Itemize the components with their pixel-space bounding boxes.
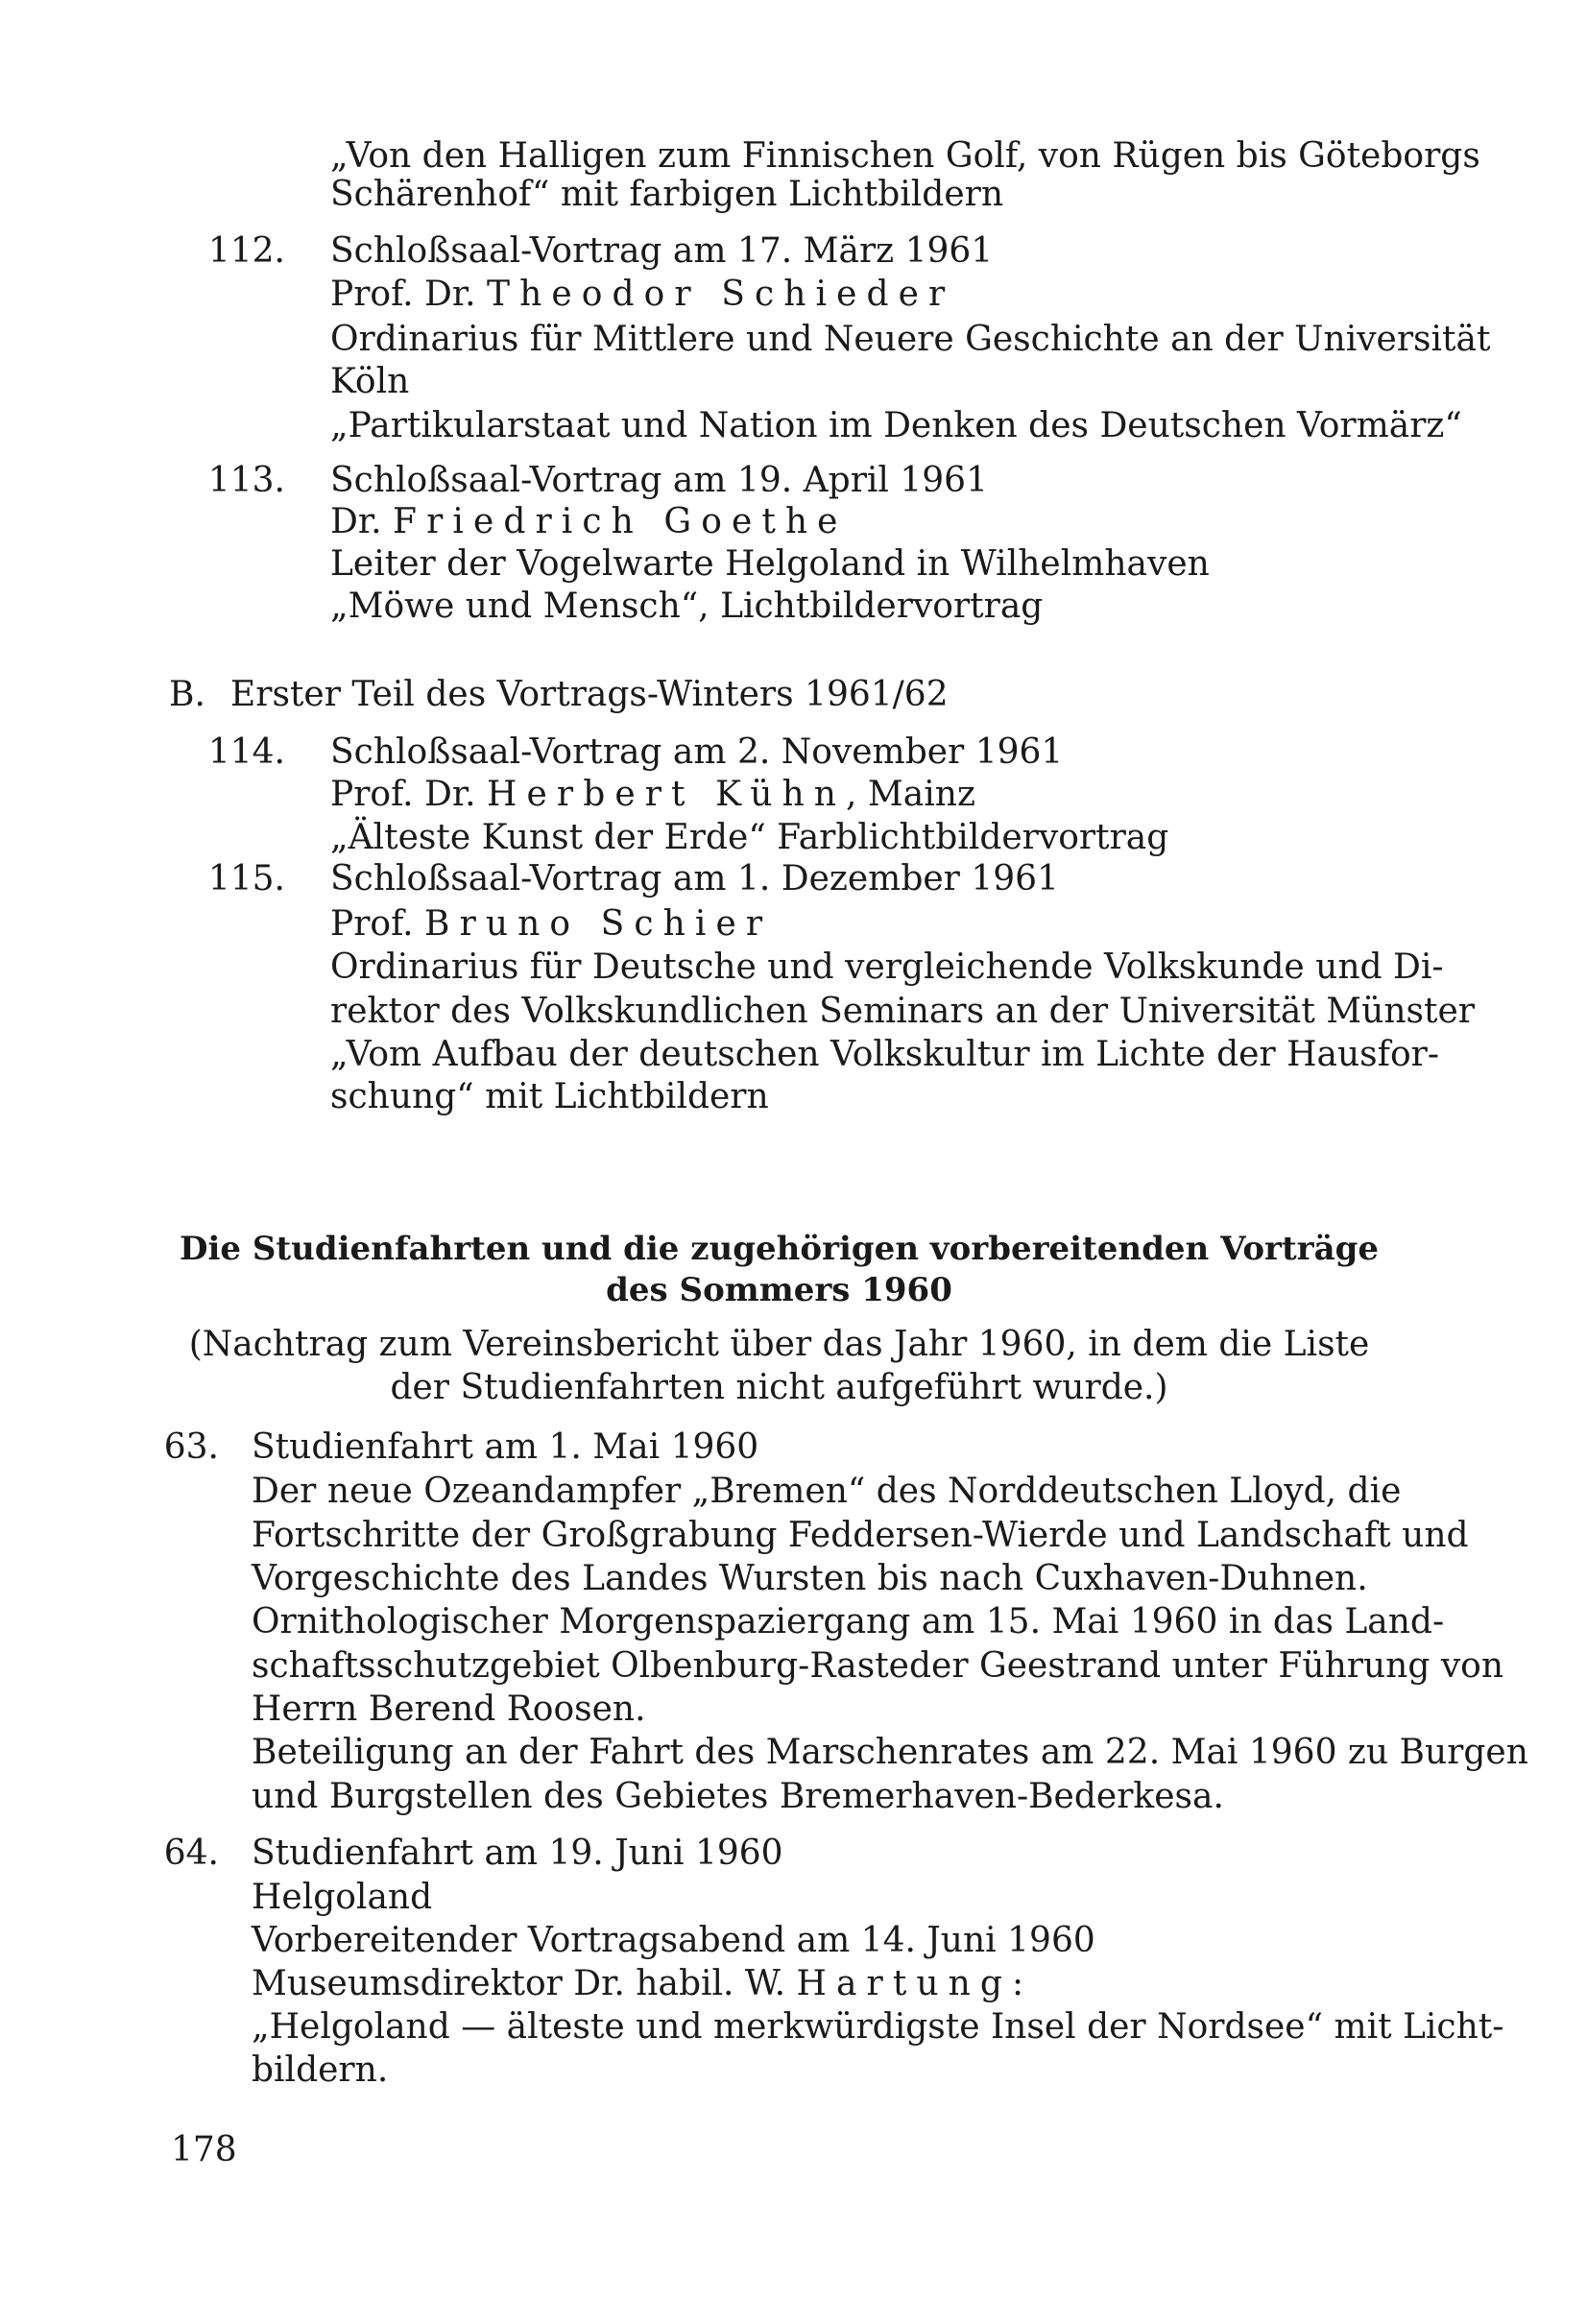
entry-number: 115. bbox=[207, 859, 285, 898]
entry-heading: Schloßsaal-Vortrag am 2. November 1961 bbox=[330, 732, 1064, 772]
note-line: (Nachtrag zum Vereinsbericht über das Jahr 1960, in dem die Liste bbox=[188, 1325, 1370, 1364]
speaker-suffix: , Mainz bbox=[846, 775, 975, 814]
text-line: Ordinarius für Mittlere und Neuere Geschichte an der Universität bbox=[330, 320, 1491, 359]
text-line: „Älteste Kunst der Erde“ Farblichtbildervortrag bbox=[330, 818, 1169, 857]
speaker-line bbox=[252, 1964, 1024, 2003]
text-line: Ornithologischer Morgenspaziergang am 15. Mai 1960 in das Land- bbox=[252, 1602, 1445, 1641]
speaker-line bbox=[330, 277, 954, 312]
speaker-prefix: Prof. bbox=[330, 904, 414, 944]
text-line: Der neue Ozeandampfer „Bremen“ des Norddeutschen Lloyd, die bbox=[252, 1472, 1402, 1511]
speaker-prefix: Museumsdirektor Dr. habil. W. bbox=[252, 1964, 786, 2003]
entry-number: 114. bbox=[207, 732, 285, 772]
section-title: Erster Teil des Vortrags-Winters 1961/62 bbox=[230, 675, 949, 714]
text-line: schaftsschutzgebiet Olbenburg-Rasteder Geestrand unter Führung von bbox=[252, 1646, 1504, 1686]
text-line: Ordinarius für Deutsche und vergleichende Volkskunde und Di- bbox=[330, 947, 1444, 987]
text-line: „Vom Aufbau der deutschen Volkskultur im Lichte der Hausfor- bbox=[330, 1035, 1439, 1074]
page-number: 178 bbox=[171, 2130, 237, 2169]
speaker-name: Theodor Schieder bbox=[487, 275, 955, 314]
text-line: Köln bbox=[330, 362, 410, 401]
speaker-name: Friedrich Goethe bbox=[393, 502, 848, 541]
entry-heading: Schloßsaal-Vortrag am 1. Dezember 1961 bbox=[330, 859, 1059, 898]
text-line: bildern. bbox=[252, 2050, 389, 2090]
text-line: Vorgeschichte des Landes Wursten bis nach Cuxhaven-Duhnen. bbox=[252, 1559, 1368, 1598]
text-line: Beteiligung an der Fahrt des Marschenrates am 22. Mai 1960 zu Burgen bbox=[252, 1733, 1528, 1772]
section-heading: des Sommers 1960 bbox=[606, 1271, 952, 1309]
section-heading: Die Studienfahrten und die zugehörigen vorbereitenden Vorträge bbox=[179, 1230, 1380, 1268]
entry-heading: Schloßsaal-Vortrag am 17. März 1961 bbox=[330, 231, 994, 271]
speaker-prefix: Prof. Dr. bbox=[330, 775, 476, 814]
text-line: rektor des Volkskundlichen Seminars an der Universität Münster bbox=[330, 992, 1475, 1031]
note-line: der Studienfahrten nicht aufgeführt wurde.) bbox=[390, 1368, 1168, 1407]
text-line: „Möwe und Mensch“, Lichtbildervortrag bbox=[330, 587, 1044, 626]
text-line: Studienfahrt am 1. Mai 1960 bbox=[252, 1427, 759, 1467]
text-line: Leiter der Vogelwarte Helgoland in Wilhelmhaven bbox=[330, 544, 1210, 584]
speaker-prefix: Dr. bbox=[330, 502, 382, 541]
text-line: Helgoland bbox=[252, 1878, 433, 1917]
text-line: schung“ mit Lichtbildern bbox=[330, 1077, 769, 1116]
entry-number: 64. bbox=[163, 1833, 219, 1873]
speaker-name: Bruno Schier bbox=[424, 904, 773, 944]
entry-number: 112. bbox=[207, 231, 285, 271]
section-label: B. bbox=[169, 675, 205, 714]
text-line: Schärenhof“ mit farbigen Lichtbildern bbox=[330, 175, 1004, 214]
text-line: Vorbereitender Vortragsabend am 14. Juni 1960 bbox=[252, 1921, 1095, 1960]
entry-heading: Schloßsaal-Vortrag am 19. April 1961 bbox=[330, 461, 988, 500]
text-line: „Von den Halligen zum Finnischen Golf, von Rügen bis Göteborgs bbox=[330, 136, 1480, 176]
speaker-line bbox=[330, 502, 848, 541]
text-line: Fortschritte der Großgrabung Feddersen-Wierde und Landschaft und bbox=[252, 1516, 1469, 1555]
text-line: „Helgoland — älteste und merkwürdigste Insel der Nordsee“ mit Licht- bbox=[252, 2007, 1504, 2047]
entry-number: 113. bbox=[207, 461, 285, 500]
text-line: und Burgstellen des Gebietes Bremerhaven-Bederkesa. bbox=[252, 1777, 1224, 1816]
text-line: „Partikularstaat und Nation im Denken des Deutschen Vormärz“ bbox=[330, 406, 1462, 445]
text-line: Studienfahrt am 19. Juni 1960 bbox=[252, 1833, 783, 1873]
speaker-name: Hartung bbox=[796, 1964, 1013, 2003]
speaker-suffix: : bbox=[1012, 1964, 1024, 2003]
speaker-line bbox=[330, 904, 773, 944]
entry-number: 63. bbox=[163, 1427, 219, 1467]
speaker-prefix: Prof. Dr. bbox=[330, 275, 476, 314]
speaker-name: Herbert Kühn bbox=[487, 775, 847, 814]
text-line: Herrn Berend Roosen. bbox=[252, 1689, 646, 1729]
speaker-line bbox=[330, 775, 975, 814]
